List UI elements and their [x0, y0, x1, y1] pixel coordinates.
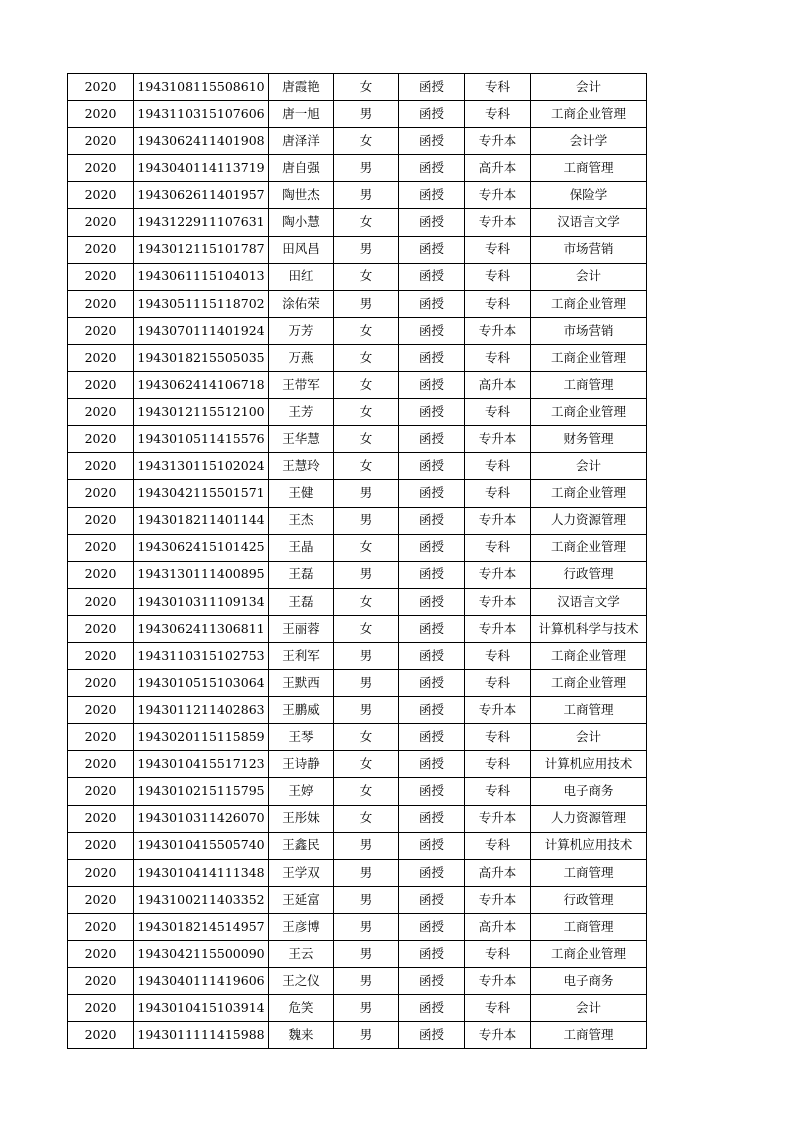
student-id-cell: 1943012115101787 — [134, 236, 269, 263]
year-cell: 2020 — [68, 561, 134, 588]
student-id-cell: 1943010415505740 — [134, 832, 269, 859]
table-row — [68, 453, 647, 480]
study-mode-cell: 函授 — [399, 615, 465, 642]
level-cell: 专科 — [465, 642, 531, 669]
level-cell: 专科 — [465, 399, 531, 426]
name-cell: 王慧玲 — [269, 453, 334, 480]
major-cell: 工商企业管理 — [531, 101, 647, 128]
table-row — [68, 317, 647, 344]
year-cell: 2020 — [68, 751, 134, 778]
year-cell: 2020 — [68, 697, 134, 724]
name-cell: 王琴 — [269, 724, 334, 751]
study-mode-cell: 函授 — [399, 507, 465, 534]
student-id-cell: 1943042115500090 — [134, 941, 269, 968]
table-row — [68, 480, 647, 507]
level-cell: 专升本 — [465, 561, 531, 588]
student-id-cell: 1943100211403352 — [134, 886, 269, 913]
study-mode-cell: 函授 — [399, 642, 465, 669]
name-cell: 陶世杰 — [269, 182, 334, 209]
gender-cell: 女 — [334, 534, 399, 561]
table-row — [68, 995, 647, 1022]
study-mode-cell: 函授 — [399, 1022, 465, 1049]
gender-cell: 女 — [334, 344, 399, 371]
student-id-cell: 1943010415103914 — [134, 995, 269, 1022]
study-mode-cell: 函授 — [399, 372, 465, 399]
year-cell: 2020 — [68, 453, 134, 480]
major-cell: 会计 — [531, 74, 647, 101]
student-id-cell: 1943040111419606 — [134, 968, 269, 995]
gender-cell: 男 — [334, 182, 399, 209]
year-cell: 2020 — [68, 859, 134, 886]
table-row — [68, 372, 647, 399]
name-cell: 田风昌 — [269, 236, 334, 263]
major-cell: 工商管理 — [531, 1022, 647, 1049]
major-cell: 工商管理 — [531, 372, 647, 399]
name-cell: 王华慧 — [269, 426, 334, 453]
gender-cell: 男 — [334, 101, 399, 128]
gender-cell: 男 — [334, 886, 399, 913]
level-cell: 专科 — [465, 453, 531, 480]
student-id-cell: 1943018214514957 — [134, 913, 269, 940]
student-id-cell: 1943061115104013 — [134, 263, 269, 290]
major-cell: 计算机应用技术 — [531, 832, 647, 859]
student-id-cell: 1943010511415576 — [134, 426, 269, 453]
gender-cell: 男 — [334, 155, 399, 182]
table-row — [68, 588, 647, 615]
study-mode-cell: 函授 — [399, 209, 465, 236]
year-cell: 2020 — [68, 236, 134, 263]
name-cell: 王带军 — [269, 372, 334, 399]
student-id-cell: 1943018211401144 — [134, 507, 269, 534]
gender-cell: 女 — [334, 209, 399, 236]
study-mode-cell: 函授 — [399, 995, 465, 1022]
level-cell: 专科 — [465, 480, 531, 507]
study-mode-cell: 函授 — [399, 426, 465, 453]
student-id-cell: 1943010215115795 — [134, 778, 269, 805]
table-row — [68, 941, 647, 968]
level-cell: 专升本 — [465, 697, 531, 724]
study-mode-cell: 函授 — [399, 480, 465, 507]
major-cell: 会计学 — [531, 128, 647, 155]
gender-cell: 男 — [334, 236, 399, 263]
name-cell: 王利军 — [269, 642, 334, 669]
student-id-cell: 1943020115115859 — [134, 724, 269, 751]
student-id-cell: 1943042115501571 — [134, 480, 269, 507]
table-row — [68, 886, 647, 913]
major-cell: 会计 — [531, 263, 647, 290]
gender-cell: 男 — [334, 968, 399, 995]
major-cell: 工商企业管理 — [531, 344, 647, 371]
student-id-cell: 1943108115508610 — [134, 74, 269, 101]
year-cell: 2020 — [68, 209, 134, 236]
major-cell: 工商管理 — [531, 697, 647, 724]
name-cell: 田红 — [269, 263, 334, 290]
level-cell: 专升本 — [465, 805, 531, 832]
level-cell: 专升本 — [465, 588, 531, 615]
gender-cell: 女 — [334, 453, 399, 480]
year-cell: 2020 — [68, 101, 134, 128]
gender-cell: 男 — [334, 507, 399, 534]
name-cell: 王磊 — [269, 561, 334, 588]
study-mode-cell: 函授 — [399, 886, 465, 913]
table-row — [68, 805, 647, 832]
gender-cell: 女 — [334, 263, 399, 290]
table-row — [68, 290, 647, 317]
table-row — [68, 209, 647, 236]
student-id-cell: 1943010311109134 — [134, 588, 269, 615]
major-cell: 行政管理 — [531, 561, 647, 588]
year-cell: 2020 — [68, 290, 134, 317]
year-cell: 2020 — [68, 1022, 134, 1049]
name-cell: 唐一旭 — [269, 101, 334, 128]
major-cell: 人力资源管理 — [531, 507, 647, 534]
level-cell: 专科 — [465, 751, 531, 778]
study-mode-cell: 函授 — [399, 453, 465, 480]
name-cell: 万芳 — [269, 317, 334, 344]
year-cell: 2020 — [68, 155, 134, 182]
major-cell: 工商管理 — [531, 913, 647, 940]
name-cell: 唐泽洋 — [269, 128, 334, 155]
study-mode-cell: 函授 — [399, 751, 465, 778]
gender-cell: 女 — [334, 426, 399, 453]
table-row — [68, 670, 647, 697]
student-id-cell: 1943062411401908 — [134, 128, 269, 155]
gender-cell: 男 — [334, 642, 399, 669]
study-mode-cell: 函授 — [399, 561, 465, 588]
gender-cell: 女 — [334, 317, 399, 344]
gender-cell: 女 — [334, 128, 399, 155]
level-cell: 专升本 — [465, 182, 531, 209]
student-id-cell: 1943040114113719 — [134, 155, 269, 182]
table-row — [68, 778, 647, 805]
study-mode-cell: 函授 — [399, 697, 465, 724]
table-row — [68, 615, 647, 642]
study-mode-cell: 函授 — [399, 941, 465, 968]
year-cell: 2020 — [68, 913, 134, 940]
year-cell: 2020 — [68, 995, 134, 1022]
level-cell: 专科 — [465, 236, 531, 263]
study-mode-cell: 函授 — [399, 534, 465, 561]
study-mode-cell: 函授 — [399, 588, 465, 615]
name-cell: 王默西 — [269, 670, 334, 697]
name-cell: 王学双 — [269, 859, 334, 886]
student-id-cell: 1943010311426070 — [134, 805, 269, 832]
study-mode-cell: 函授 — [399, 832, 465, 859]
year-cell: 2020 — [68, 317, 134, 344]
name-cell: 万燕 — [269, 344, 334, 371]
level-cell: 专科 — [465, 74, 531, 101]
major-cell: 电子商务 — [531, 778, 647, 805]
level-cell: 专科 — [465, 995, 531, 1022]
name-cell: 唐自强 — [269, 155, 334, 182]
table-row — [68, 399, 647, 426]
year-cell: 2020 — [68, 670, 134, 697]
major-cell: 汉语言文学 — [531, 209, 647, 236]
student-id-cell: 1943012115512100 — [134, 399, 269, 426]
student-id-cell: 1943130115102024 — [134, 453, 269, 480]
study-mode-cell: 函授 — [399, 859, 465, 886]
gender-cell: 男 — [334, 561, 399, 588]
table-row — [68, 697, 647, 724]
study-mode-cell: 函授 — [399, 290, 465, 317]
name-cell: 王彤妹 — [269, 805, 334, 832]
major-cell: 会计 — [531, 724, 647, 751]
year-cell: 2020 — [68, 941, 134, 968]
table-row — [68, 507, 647, 534]
level-cell: 专科 — [465, 290, 531, 317]
major-cell: 工商企业管理 — [531, 399, 647, 426]
study-mode-cell: 函授 — [399, 74, 465, 101]
level-cell: 专升本 — [465, 128, 531, 155]
major-cell: 工商企业管理 — [531, 480, 647, 507]
name-cell: 陶小慧 — [269, 209, 334, 236]
name-cell: 王鑫民 — [269, 832, 334, 859]
study-mode-cell: 函授 — [399, 263, 465, 290]
table-row — [68, 724, 647, 751]
study-mode-cell: 函授 — [399, 128, 465, 155]
table-row — [68, 263, 647, 290]
student-roster-table — [67, 73, 647, 1049]
major-cell: 会计 — [531, 995, 647, 1022]
name-cell: 王彦博 — [269, 913, 334, 940]
table-row — [68, 1022, 647, 1049]
major-cell: 会计 — [531, 453, 647, 480]
roster-body — [68, 74, 647, 1049]
study-mode-cell: 函授 — [399, 968, 465, 995]
table-row — [68, 344, 647, 371]
name-cell: 王芳 — [269, 399, 334, 426]
level-cell: 高升本 — [465, 155, 531, 182]
gender-cell: 女 — [334, 724, 399, 751]
name-cell: 王鹏威 — [269, 697, 334, 724]
name-cell: 危笑 — [269, 995, 334, 1022]
major-cell: 市场营销 — [531, 317, 647, 344]
major-cell: 保险学 — [531, 182, 647, 209]
gender-cell: 男 — [334, 859, 399, 886]
name-cell: 王之仪 — [269, 968, 334, 995]
study-mode-cell: 函授 — [399, 344, 465, 371]
table-row — [68, 859, 647, 886]
table-row — [68, 101, 647, 128]
name-cell: 王延富 — [269, 886, 334, 913]
gender-cell: 男 — [334, 480, 399, 507]
gender-cell: 女 — [334, 399, 399, 426]
study-mode-cell: 函授 — [399, 805, 465, 832]
level-cell: 专科 — [465, 263, 531, 290]
gender-cell: 女 — [334, 588, 399, 615]
student-id-cell: 1943010515103064 — [134, 670, 269, 697]
table-row — [68, 642, 647, 669]
year-cell: 2020 — [68, 724, 134, 751]
table-row — [68, 561, 647, 588]
level-cell: 专科 — [465, 101, 531, 128]
student-id-cell: 1943110315102753 — [134, 642, 269, 669]
gender-cell: 男 — [334, 832, 399, 859]
year-cell: 2020 — [68, 182, 134, 209]
year-cell: 2020 — [68, 480, 134, 507]
name-cell: 王杰 — [269, 507, 334, 534]
table-row — [68, 426, 647, 453]
student-id-cell: 1943070111401924 — [134, 317, 269, 344]
major-cell: 工商企业管理 — [531, 534, 647, 561]
year-cell: 2020 — [68, 805, 134, 832]
study-mode-cell: 函授 — [399, 317, 465, 344]
year-cell: 2020 — [68, 832, 134, 859]
gender-cell: 女 — [334, 805, 399, 832]
major-cell: 计算机科学与技术 — [531, 615, 647, 642]
level-cell: 专科 — [465, 724, 531, 751]
year-cell: 2020 — [68, 263, 134, 290]
student-id-cell: 1943010415517123 — [134, 751, 269, 778]
student-id-cell: 1943062414106718 — [134, 372, 269, 399]
level-cell: 专升本 — [465, 507, 531, 534]
name-cell: 唐霞艳 — [269, 74, 334, 101]
gender-cell: 男 — [334, 941, 399, 968]
name-cell: 王云 — [269, 941, 334, 968]
study-mode-cell: 函授 — [399, 778, 465, 805]
student-id-cell: 1943011211402863 — [134, 697, 269, 724]
gender-cell: 男 — [334, 1022, 399, 1049]
year-cell: 2020 — [68, 968, 134, 995]
year-cell: 2020 — [68, 588, 134, 615]
student-id-cell: 1943130111400895 — [134, 561, 269, 588]
level-cell: 专升本 — [465, 886, 531, 913]
study-mode-cell: 函授 — [399, 236, 465, 263]
level-cell: 高升本 — [465, 859, 531, 886]
table-row — [68, 128, 647, 155]
major-cell: 工商企业管理 — [531, 941, 647, 968]
major-cell: 工商企业管理 — [531, 642, 647, 669]
table-row — [68, 74, 647, 101]
gender-cell: 女 — [334, 372, 399, 399]
level-cell: 专升本 — [465, 209, 531, 236]
table-row — [68, 968, 647, 995]
year-cell: 2020 — [68, 507, 134, 534]
study-mode-cell: 函授 — [399, 399, 465, 426]
student-id-cell: 1943018215505035 — [134, 344, 269, 371]
level-cell: 专科 — [465, 670, 531, 697]
student-id-cell: 1943010414111348 — [134, 859, 269, 886]
student-id-cell: 1943062415101425 — [134, 534, 269, 561]
major-cell: 财务管理 — [531, 426, 647, 453]
student-id-cell: 1943051115118702 — [134, 290, 269, 317]
name-cell: 王晶 — [269, 534, 334, 561]
year-cell: 2020 — [68, 778, 134, 805]
gender-cell: 男 — [334, 290, 399, 317]
major-cell: 工商企业管理 — [531, 290, 647, 317]
name-cell: 王磊 — [269, 588, 334, 615]
year-cell: 2020 — [68, 534, 134, 561]
level-cell: 高升本 — [465, 372, 531, 399]
gender-cell: 男 — [334, 995, 399, 1022]
student-id-cell: 1943110315107606 — [134, 101, 269, 128]
level-cell: 专科 — [465, 534, 531, 561]
year-cell: 2020 — [68, 128, 134, 155]
major-cell: 人力资源管理 — [531, 805, 647, 832]
student-id-cell: 1943122911107631 — [134, 209, 269, 236]
name-cell: 魏来 — [269, 1022, 334, 1049]
major-cell: 电子商务 — [531, 968, 647, 995]
gender-cell: 男 — [334, 913, 399, 940]
year-cell: 2020 — [68, 426, 134, 453]
gender-cell: 女 — [334, 778, 399, 805]
year-cell: 2020 — [68, 886, 134, 913]
gender-cell: 女 — [334, 615, 399, 642]
level-cell: 高升本 — [465, 913, 531, 940]
major-cell: 工商管理 — [531, 859, 647, 886]
study-mode-cell: 函授 — [399, 182, 465, 209]
table-row — [68, 913, 647, 940]
year-cell: 2020 — [68, 74, 134, 101]
name-cell: 王婷 — [269, 778, 334, 805]
level-cell: 专科 — [465, 832, 531, 859]
major-cell: 汉语言文学 — [531, 588, 647, 615]
table-row — [68, 236, 647, 263]
gender-cell: 男 — [334, 670, 399, 697]
gender-cell: 男 — [334, 697, 399, 724]
student-id-cell: 1943011111415988 — [134, 1022, 269, 1049]
student-id-cell: 1943062611401957 — [134, 182, 269, 209]
year-cell: 2020 — [68, 344, 134, 371]
study-mode-cell: 函授 — [399, 724, 465, 751]
table-row — [68, 182, 647, 209]
name-cell: 涂佑荣 — [269, 290, 334, 317]
table-row — [68, 751, 647, 778]
level-cell: 专科 — [465, 344, 531, 371]
gender-cell: 女 — [334, 751, 399, 778]
table-row — [68, 832, 647, 859]
name-cell: 王诗静 — [269, 751, 334, 778]
level-cell: 专科 — [465, 778, 531, 805]
study-mode-cell: 函授 — [399, 913, 465, 940]
table-row — [68, 534, 647, 561]
level-cell: 专升本 — [465, 317, 531, 344]
name-cell: 王丽蓉 — [269, 615, 334, 642]
year-cell: 2020 — [68, 399, 134, 426]
level-cell: 专升本 — [465, 1022, 531, 1049]
major-cell: 行政管理 — [531, 886, 647, 913]
level-cell: 专科 — [465, 941, 531, 968]
major-cell: 计算机应用技术 — [531, 751, 647, 778]
major-cell: 工商管理 — [531, 155, 647, 182]
gender-cell: 女 — [334, 74, 399, 101]
year-cell: 2020 — [68, 372, 134, 399]
level-cell: 专升本 — [465, 615, 531, 642]
study-mode-cell: 函授 — [399, 101, 465, 128]
study-mode-cell: 函授 — [399, 670, 465, 697]
table-row — [68, 155, 647, 182]
study-mode-cell: 函授 — [399, 155, 465, 182]
name-cell: 王健 — [269, 480, 334, 507]
level-cell: 专升本 — [465, 426, 531, 453]
year-cell: 2020 — [68, 615, 134, 642]
major-cell: 工商企业管理 — [531, 670, 647, 697]
year-cell: 2020 — [68, 642, 134, 669]
major-cell: 市场营销 — [531, 236, 647, 263]
student-id-cell: 1943062411306811 — [134, 615, 269, 642]
level-cell: 专升本 — [465, 968, 531, 995]
